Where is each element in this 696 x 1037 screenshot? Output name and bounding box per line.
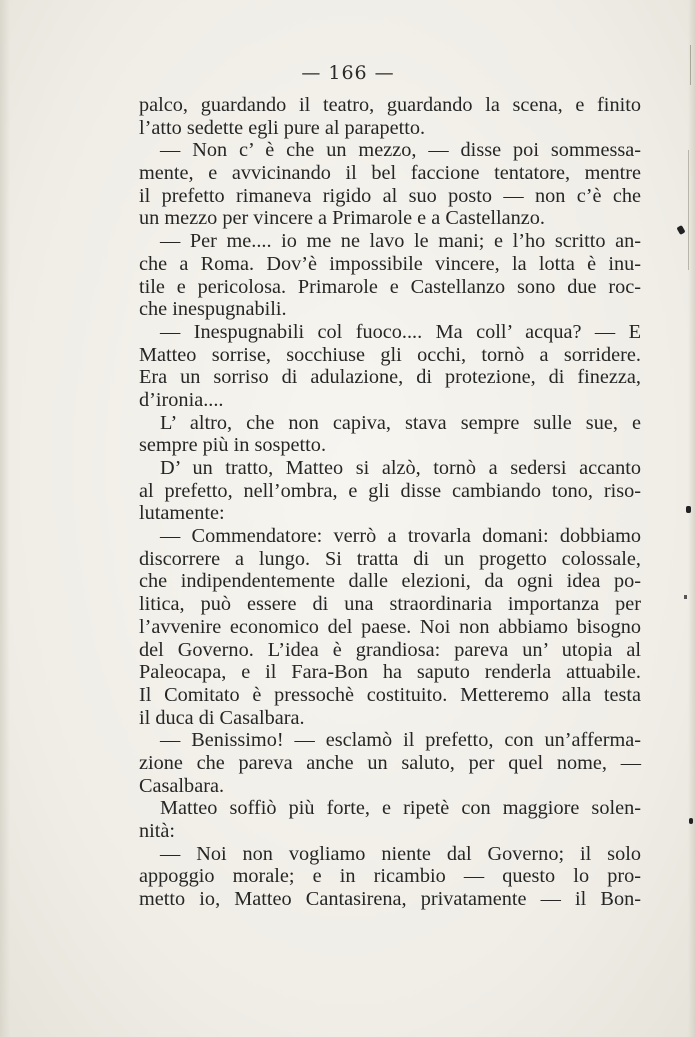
page-crease bbox=[688, 150, 689, 270]
ink-speck bbox=[689, 818, 693, 824]
page-left-edge-shadow bbox=[0, 0, 10, 1037]
text-line: litica, può essere di una straordinaria importanza per bbox=[139, 593, 641, 616]
text-line: appoggio morale; e in ricambio — questo lo pro- bbox=[139, 865, 641, 888]
text-line: L’ altro, che non capiva, stava sempre sulle sue, e bbox=[160, 411, 641, 434]
text-line: — Non c’ è che un mezzo, — disse poi sommessa- bbox=[160, 139, 641, 162]
ink-speck bbox=[686, 506, 691, 513]
text-line: l’avvenire economico del paese. Noi non abbiamo bisogno bbox=[139, 615, 641, 638]
text-line: — Commendatore: verrò a trovarla domani: dobbiamo bbox=[160, 525, 641, 548]
text-line: al prefetto, nell’ombra, e gli disse cambiando tono, riso- bbox=[139, 479, 641, 502]
text-line: che indipendentemente dalle elezioni, da ogni idea po- bbox=[139, 570, 641, 593]
page-number: — 166 — bbox=[301, 62, 395, 84]
text-line: mente, e avvicinando il bel faccione tentatore, mentre bbox=[139, 162, 641, 185]
ink-speck bbox=[684, 595, 687, 599]
text-line: Il Comitato è pressochè costituito. Metteremo alla testa bbox=[139, 683, 641, 706]
text-line: metto io, Matteo Cantasirena, privatamente — il Bon- bbox=[139, 888, 641, 911]
text-line: il prefetto rimaneva rigido al suo posto — non c’è che bbox=[139, 184, 641, 207]
ink-speck bbox=[676, 225, 685, 235]
text-line: Matteo soffiò più forte, e ripetè con maggiore solen- bbox=[160, 797, 641, 820]
text-line: discorrere a lungo. Si tratta di un progetto colossale, bbox=[139, 547, 641, 570]
text-line: D’ un tratto, Matteo si alzò, tornò a sedersi accanto bbox=[160, 457, 641, 479]
text-line: lutamente: bbox=[139, 502, 225, 525]
text-line: tile e pericolosa. Primarole e Castellanzo sono due roc- bbox=[139, 275, 641, 298]
text-line: — Noi non vogliamo niente dal Governo; il solo bbox=[160, 842, 641, 865]
text-line: zione che pareva anche un saluto, per quel nome, — bbox=[139, 751, 641, 774]
text-line: d’ironia.... bbox=[139, 388, 224, 411]
text-line: sempre più in sospetto. bbox=[139, 434, 327, 457]
body-text bbox=[139, 94, 641, 911]
text-line: Era un sorriso di adulazione, di protezione, di finezza, bbox=[139, 366, 641, 389]
text-line: un mezzo per vincere a Primarole e a Castellanzo. bbox=[139, 207, 546, 230]
text-line: Paleocapa, e il Fara-Bon ha saputo renderla attuabile. bbox=[139, 661, 641, 684]
text-line: che a Roma. Dov’è impossibile vincere, la lotta è inu- bbox=[139, 252, 641, 275]
text-line: palco, guardando il teatro, guardando la scena, e finito bbox=[139, 94, 641, 116]
text-line: — Per me.... io me ne lavo le mani; e l’ho scritto an- bbox=[160, 230, 641, 253]
page-crease bbox=[690, 45, 691, 85]
text-line: — Inespugnabili col fuoco.... Ma coll’ acqua? — E bbox=[160, 320, 641, 343]
text-line: del Governo. L’idea è grandiosa: pareva un’ utopia al bbox=[139, 638, 641, 661]
text-line: Matteo sorrise, socchiuse gli occhi, tornò a sorridere. bbox=[139, 343, 641, 366]
text-line: l’atto sedette egli pure al parapetto. bbox=[139, 116, 426, 139]
page-right-edge-shadow bbox=[688, 0, 696, 1037]
text-line: Casalbara. bbox=[139, 774, 225, 797]
text-line: il duca di Casalbara. bbox=[139, 706, 305, 729]
text-line: nità: bbox=[139, 820, 176, 842]
text-line: che inespugnabili. bbox=[139, 298, 287, 321]
text-line: — Benissimo! — esclamò il prefetto, con un’afferma- bbox=[160, 729, 641, 752]
